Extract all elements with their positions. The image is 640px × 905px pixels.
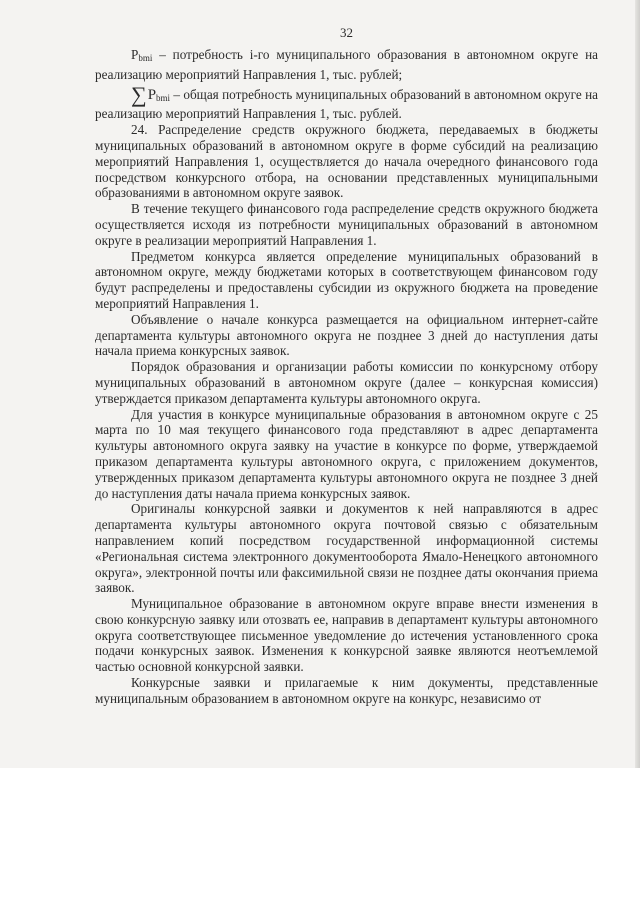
paragraph: В течение текущего финансового года распределение средств окружного бюджета осуществляется исходя из потребности муниципальных образований в автономном округе в реализации мероприятий Направления 1. — [95, 201, 598, 248]
sum-symbol: ∑ — [131, 81, 147, 107]
sum-subscript: bmi — [156, 92, 171, 103]
paragraph: Объявление о начале конкурса размещается на официальном интернет-сайте департамента культуры автономного округа не позднее 3 дней до наступления даты начала приема конкурсных заявок. — [95, 311, 598, 359]
sum-definition-text: – общая потребность муниципальных образований в автономном округе на реализацию мероприятий Направления 1, тыс. рублей. — [95, 86, 598, 122]
scan-edge-shadow — [635, 0, 640, 768]
page-number: 32 — [340, 25, 353, 40]
paragraph: Предметом конкурса является определение муниципальных образований в автономном округе, между бюджетами которых в соответствующем финансовом году будут распределены и предоставлены субсидии из окружного бюджета на проведение мероприятий Направления 1. — [95, 248, 598, 311]
definition-sum-p-bmi — [95, 81, 598, 123]
definition-p-bmi — [95, 47, 598, 83]
sum-p-symbol: P — [147, 86, 157, 103]
paragraph: Для участия в конкурсе муниципальные образования в автономном округе с 25 марта по 10 мая текущего финансового года представляют в адрес департамента культуры автономного округа заявку на участие в конкурсе по форме, утверждаемой приказом департамента культуры автономного округа, с приложением документов, утвержденных приказом департамента культуры автономного округа не позднее 3 дней до наступления даты начала приема конкурсных заявок. — [95, 406, 598, 501]
paragraph: Конкурсные заявки и прилагаемые к ним документы, представленные муниципальным образованием в автономном округе на конкурс, независимо от — [95, 675, 598, 706]
paragraph: Порядок образования и организации работы комиссии по конкурсному отбору муниципальных образований в автономном округе (далее – конкурсная комиссия) утверждается приказом департамента культуры автономного округа. — [95, 359, 598, 406]
document-body — [95, 47, 598, 707]
p-subscript: bmi — [138, 53, 153, 63]
paragraph: 24. Распределение средств окружного бюджета, передаваемых в бюджеты муниципальных образований в автономном округе в форме субсидий на реализацию мероприятий Направления 1, осуществляется до начала очередного финансового года посредством конкурсного отбора, на основании представленных муниципальными образованиями в автономном округе заявок. — [95, 122, 598, 201]
paragraph: Муниципальное образование в автономном округе вправе внести изменения в свою конкурсную заявку или отозвать ее, направив в департамент культуры автономного округа соответствующее письменное уведомление до истечения установленного срока подачи конкурсных заявок. Изменения к конкурсной заявке являются неотъемлемой частью основной конкурсной заявки. — [95, 596, 598, 675]
paragraph: Оригиналы конкурсной заявки и документов к ней направляются в адрес департамента культуры автономного округа почтовой связью с обязательным направлением копий посредством государственной информационной системы «Региональная система электронного документооборота Ямало-Ненецкого автономного округа», электронной почты или факсимильной связи не позднее даты окончания приема заявок. — [95, 501, 598, 596]
p-symbol: P — [131, 47, 139, 62]
p-definition-text: – потребность i-го муниципального образования в автономном округе на реализацию мероприятий Направления 1, тыс. рублей; — [95, 47, 598, 82]
